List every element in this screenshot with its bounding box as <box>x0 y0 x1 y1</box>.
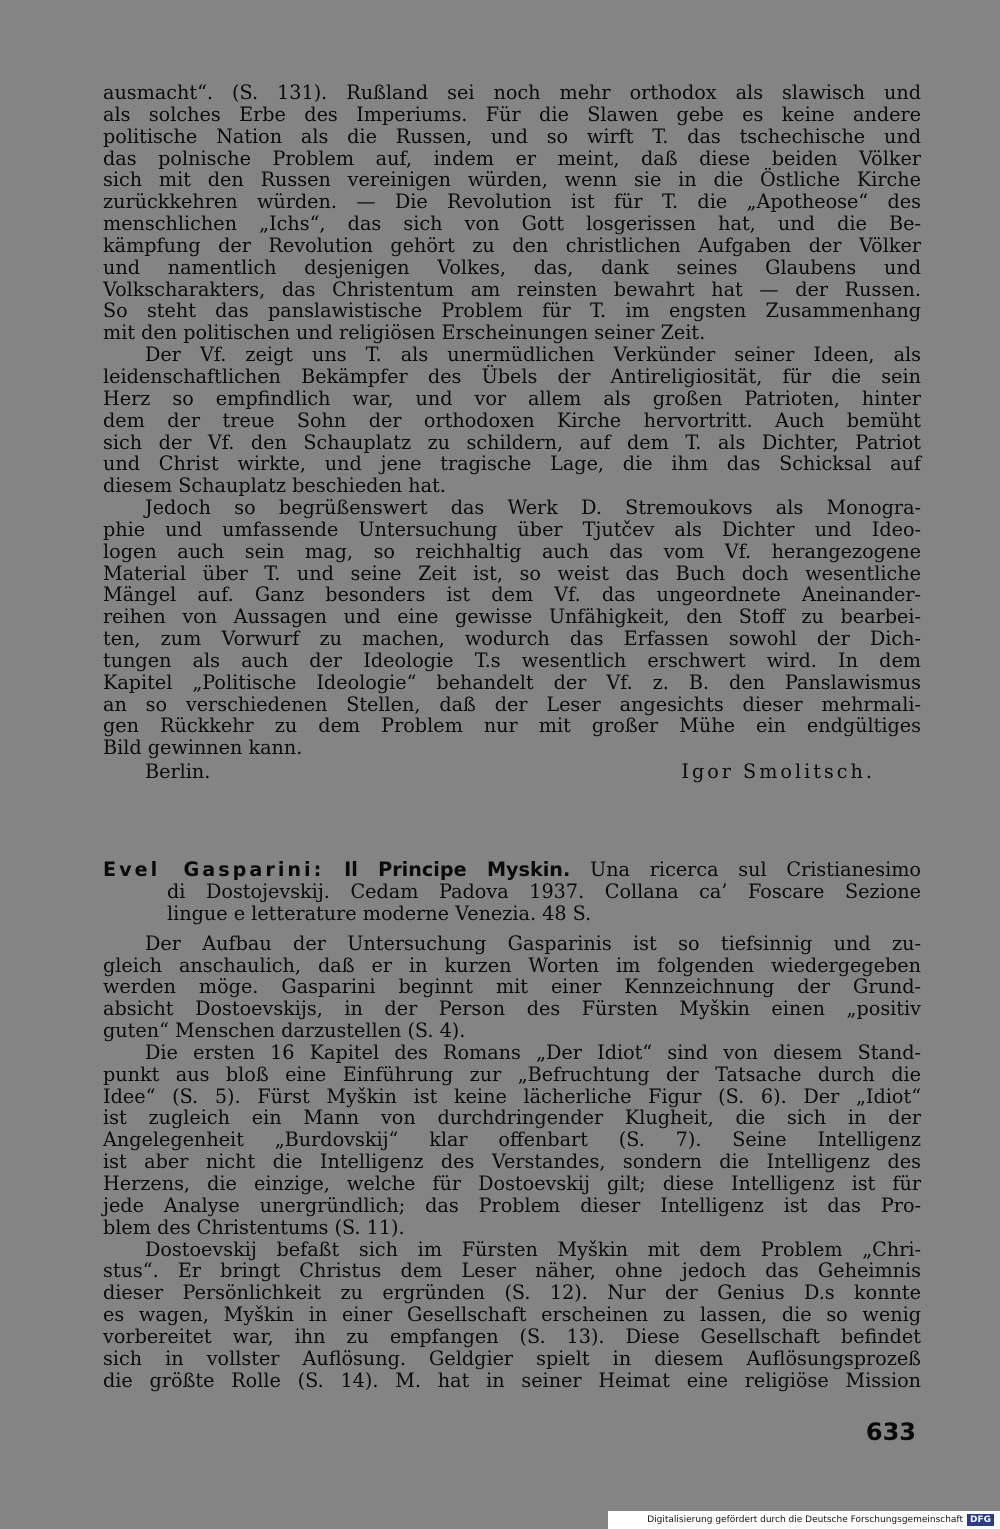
text-line: reihen von Aussagen und eine gewisse Unfähigkeit, den Stoff zu bearbei- <box>103 605 921 629</box>
text-line: diesem Schauplatz beschieden hat. <box>103 474 446 498</box>
text-line: die größte Rolle (S. 14). M. hat in seiner Heimat eine religiöse Mission <box>103 1368 921 1392</box>
page-number: 633 <box>865 1418 916 1446</box>
text-line: das polnische Problem auf, indem er meint, daß diese beiden Völker <box>103 146 921 170</box>
text-line: Die ersten 16 Kapitel des Romans „Der Idiot“ sind von diesem Stand- <box>145 1040 921 1064</box>
signature-place: Berlin. <box>145 760 211 784</box>
text-line: an so verschiedenen Stellen, daß der Leser angesichts dieser mehrmali- <box>103 692 921 716</box>
text-line: absicht Dostoevskijs, in der Person des Fürsten Myškin einen „positiv <box>103 997 921 1021</box>
signature <box>103 759 921 785</box>
text-line: ausmacht“. (S. 131). Rußland sei noch mehr orthodox als slawisch und <box>103 81 921 104</box>
text-line: phie und umfassende Untersuchung über Tjutčev als Dichter und Ideo- <box>103 517 921 541</box>
text-line: Angelegenheit „Burdovskij“ klar offenbart (S. 7). Seine Intelligenz <box>103 1128 921 1152</box>
text-line: jede Analyse unergründlich; das Problem dieser Intelligenz ist das Pro- <box>103 1193 921 1217</box>
heading-line <box>103 859 921 881</box>
text-line: gen Rückkehr zu dem Problem nur mit großer Mühe ein endgültiges <box>103 714 921 738</box>
text-line: kämpfung der Revolution gehört zu den christlichen Aufgaben der Völker <box>103 233 921 257</box>
text-line: ten, zum Vorwurf zu machen, wodurch das Erfassen sowohl der Dich- <box>103 627 921 651</box>
text-line: Idee“ (S. 5). Fürst Myškin ist keine lächerliche Figur (S. 6). Der „Idiot“ <box>103 1084 921 1108</box>
text-line: logen auch sein mag, so reichhaltig auch das vom Vf. herangezogene <box>103 539 921 563</box>
text-line: tungen als auch der Ideologie T.s wesentlich erschwert wird. In dem <box>103 648 921 672</box>
previous-review-text <box>103 82 921 759</box>
text-line: Herz so empfindlich war, und vor allem als großen Patrioten, hinter <box>103 386 921 410</box>
text-line: ist aber nicht die Intelligenz des Verstandes, sondern die Intelligenz des <box>103 1150 921 1174</box>
text-line: punkt aus bloß eine Einführung zur „Befruchtung der Tatsache durch die <box>103 1062 921 1086</box>
text-line: guten“ Menschen darzustellen (S. 4). <box>103 1019 466 1043</box>
review-title: Il Principe Myskin. <box>344 858 571 882</box>
review-text <box>103 933 921 1392</box>
text-line: Mängel auf. Ganz besonders ist dem Vf. das ungeordnete Aneinander- <box>103 583 921 607</box>
signature-reviewer: Igor Smolitsch. <box>681 760 875 784</box>
text-line: dem der treue Sohn der orthodoxen Kirche hervortritt. Auch bemüht <box>103 408 921 432</box>
text-line: politische Nation als die Russen, und so wirft T. das tschechische und <box>103 124 921 148</box>
text-line: leidenschaftlichen Bekämpfer des Übels der Antireligiosität, für die sein <box>103 364 921 388</box>
text-line: als solches Erbe des Imperiums. Für die Slawen gebe es keine andere <box>103 102 921 126</box>
text-line: Herzens, die einzige, welche für Dostoevskij gilt; diese Intelligenz ist für <box>103 1171 921 1195</box>
text-line: sich in vollster Auflösung. Geldgier spielt in diesem Auflösungsprozeß <box>103 1346 921 1370</box>
text-line: ist zugleich ein Mann von durchdringender Klugheit, die sich in der <box>103 1106 921 1130</box>
text-line: dieser Persönlichkeit zu ergründen (S. 12). Nur der Genius D.s konnte <box>103 1281 921 1305</box>
footer-text: Digitalisierung gefördert durch die Deutsche Forschungsgemeinschaft <box>647 1515 963 1525</box>
heading-line: di Dostojevskij. Cedam Padova 1937. Collana ca’ Foscare Sezione <box>167 880 921 903</box>
text-line: werden möge. Gasparini beginnt mit einer Kennzeichnung der Grund- <box>103 975 921 999</box>
review-heading <box>103 859 921 925</box>
text-line: Material über T. und seine Zeit ist, so weist das Buch doch wesentliche <box>103 561 921 585</box>
text-line: Kapitel „Politische Ideologie“ behandelt der Vf. z. B. den Panslawismus <box>103 670 921 694</box>
text-line: So steht das panslawistische Problem für T. im engsten Zusammenhang <box>103 299 921 323</box>
text-line: es wagen, Myškin in einer Gesellschaft erscheinen zu lassen, die so wenig <box>103 1303 921 1327</box>
text-line: gleich anschaulich, daß er in kurzen Worten im folgenden wiedergegeben <box>103 953 921 977</box>
text-line: und namentlich desjenigen Volkes, das, dank seines Glaubens und <box>103 255 921 279</box>
text-line: und Christ wirkte, und jene tragische Lage, die ihm das Schicksal auf <box>103 452 921 476</box>
text-line: mit den politischen und religiösen Erscheinungen seiner Zeit. <box>103 321 706 345</box>
review-author: Evel Gasparini: <box>103 858 325 882</box>
text-line: sich mit den Russen vereinigen würden, wenn sie in die Östliche Kirche <box>103 168 921 192</box>
text-line: zurückkehren würden. — Die Revolution ist für T. die „Apotheose“ des <box>103 190 921 214</box>
section-gap <box>103 785 921 859</box>
text-line: vorbereitet war, ihn zu empfangen (S. 13). Diese Gesellschaft befindet <box>103 1324 921 1348</box>
text-line: Der Vf. zeigt uns T. als unermüdlichen Verkünder seiner Ideen, als <box>145 343 921 367</box>
text-line: Dostoevskij befaßt sich im Fürsten Myškin mit dem Problem „Chri- <box>145 1237 921 1261</box>
page-body <box>103 82 921 1391</box>
text-line: sich der Vf. den Schauplatz zu schildern, auf dem T. als Dichter, Patriot <box>103 430 921 454</box>
text-line: stus“. Er bringt Christus dem Leser näher, ohne jedoch das Geheimnis <box>103 1259 921 1283</box>
text-line: Der Aufbau der Untersuchung Gasparinis ist so tiefsinnig und zu- <box>145 931 921 955</box>
dfg-logo: DFG <box>967 1514 994 1526</box>
text-line: menschlichen „Ichs“, das sich von Gott losgerissen hat, und die Be- <box>103 212 921 236</box>
digitization-footer <box>608 1511 1000 1529</box>
text-line: blem des Christentums (S. 11). <box>103 1215 405 1239</box>
review-citation: Una ricerca sul Cristianesimo <box>590 858 921 882</box>
text-line: Jedoch so begrüßenswert das Werk D. Stremoukovs als Monogra- <box>145 496 921 520</box>
text-line: Volkscharakters, das Christentum am reinsten bewahrt hat — der Russen. <box>103 277 921 301</box>
heading-line: lingue e letterature moderne Venezia. 48 S. <box>167 901 592 925</box>
text-line: Bild gewinnen kann. <box>103 736 303 760</box>
